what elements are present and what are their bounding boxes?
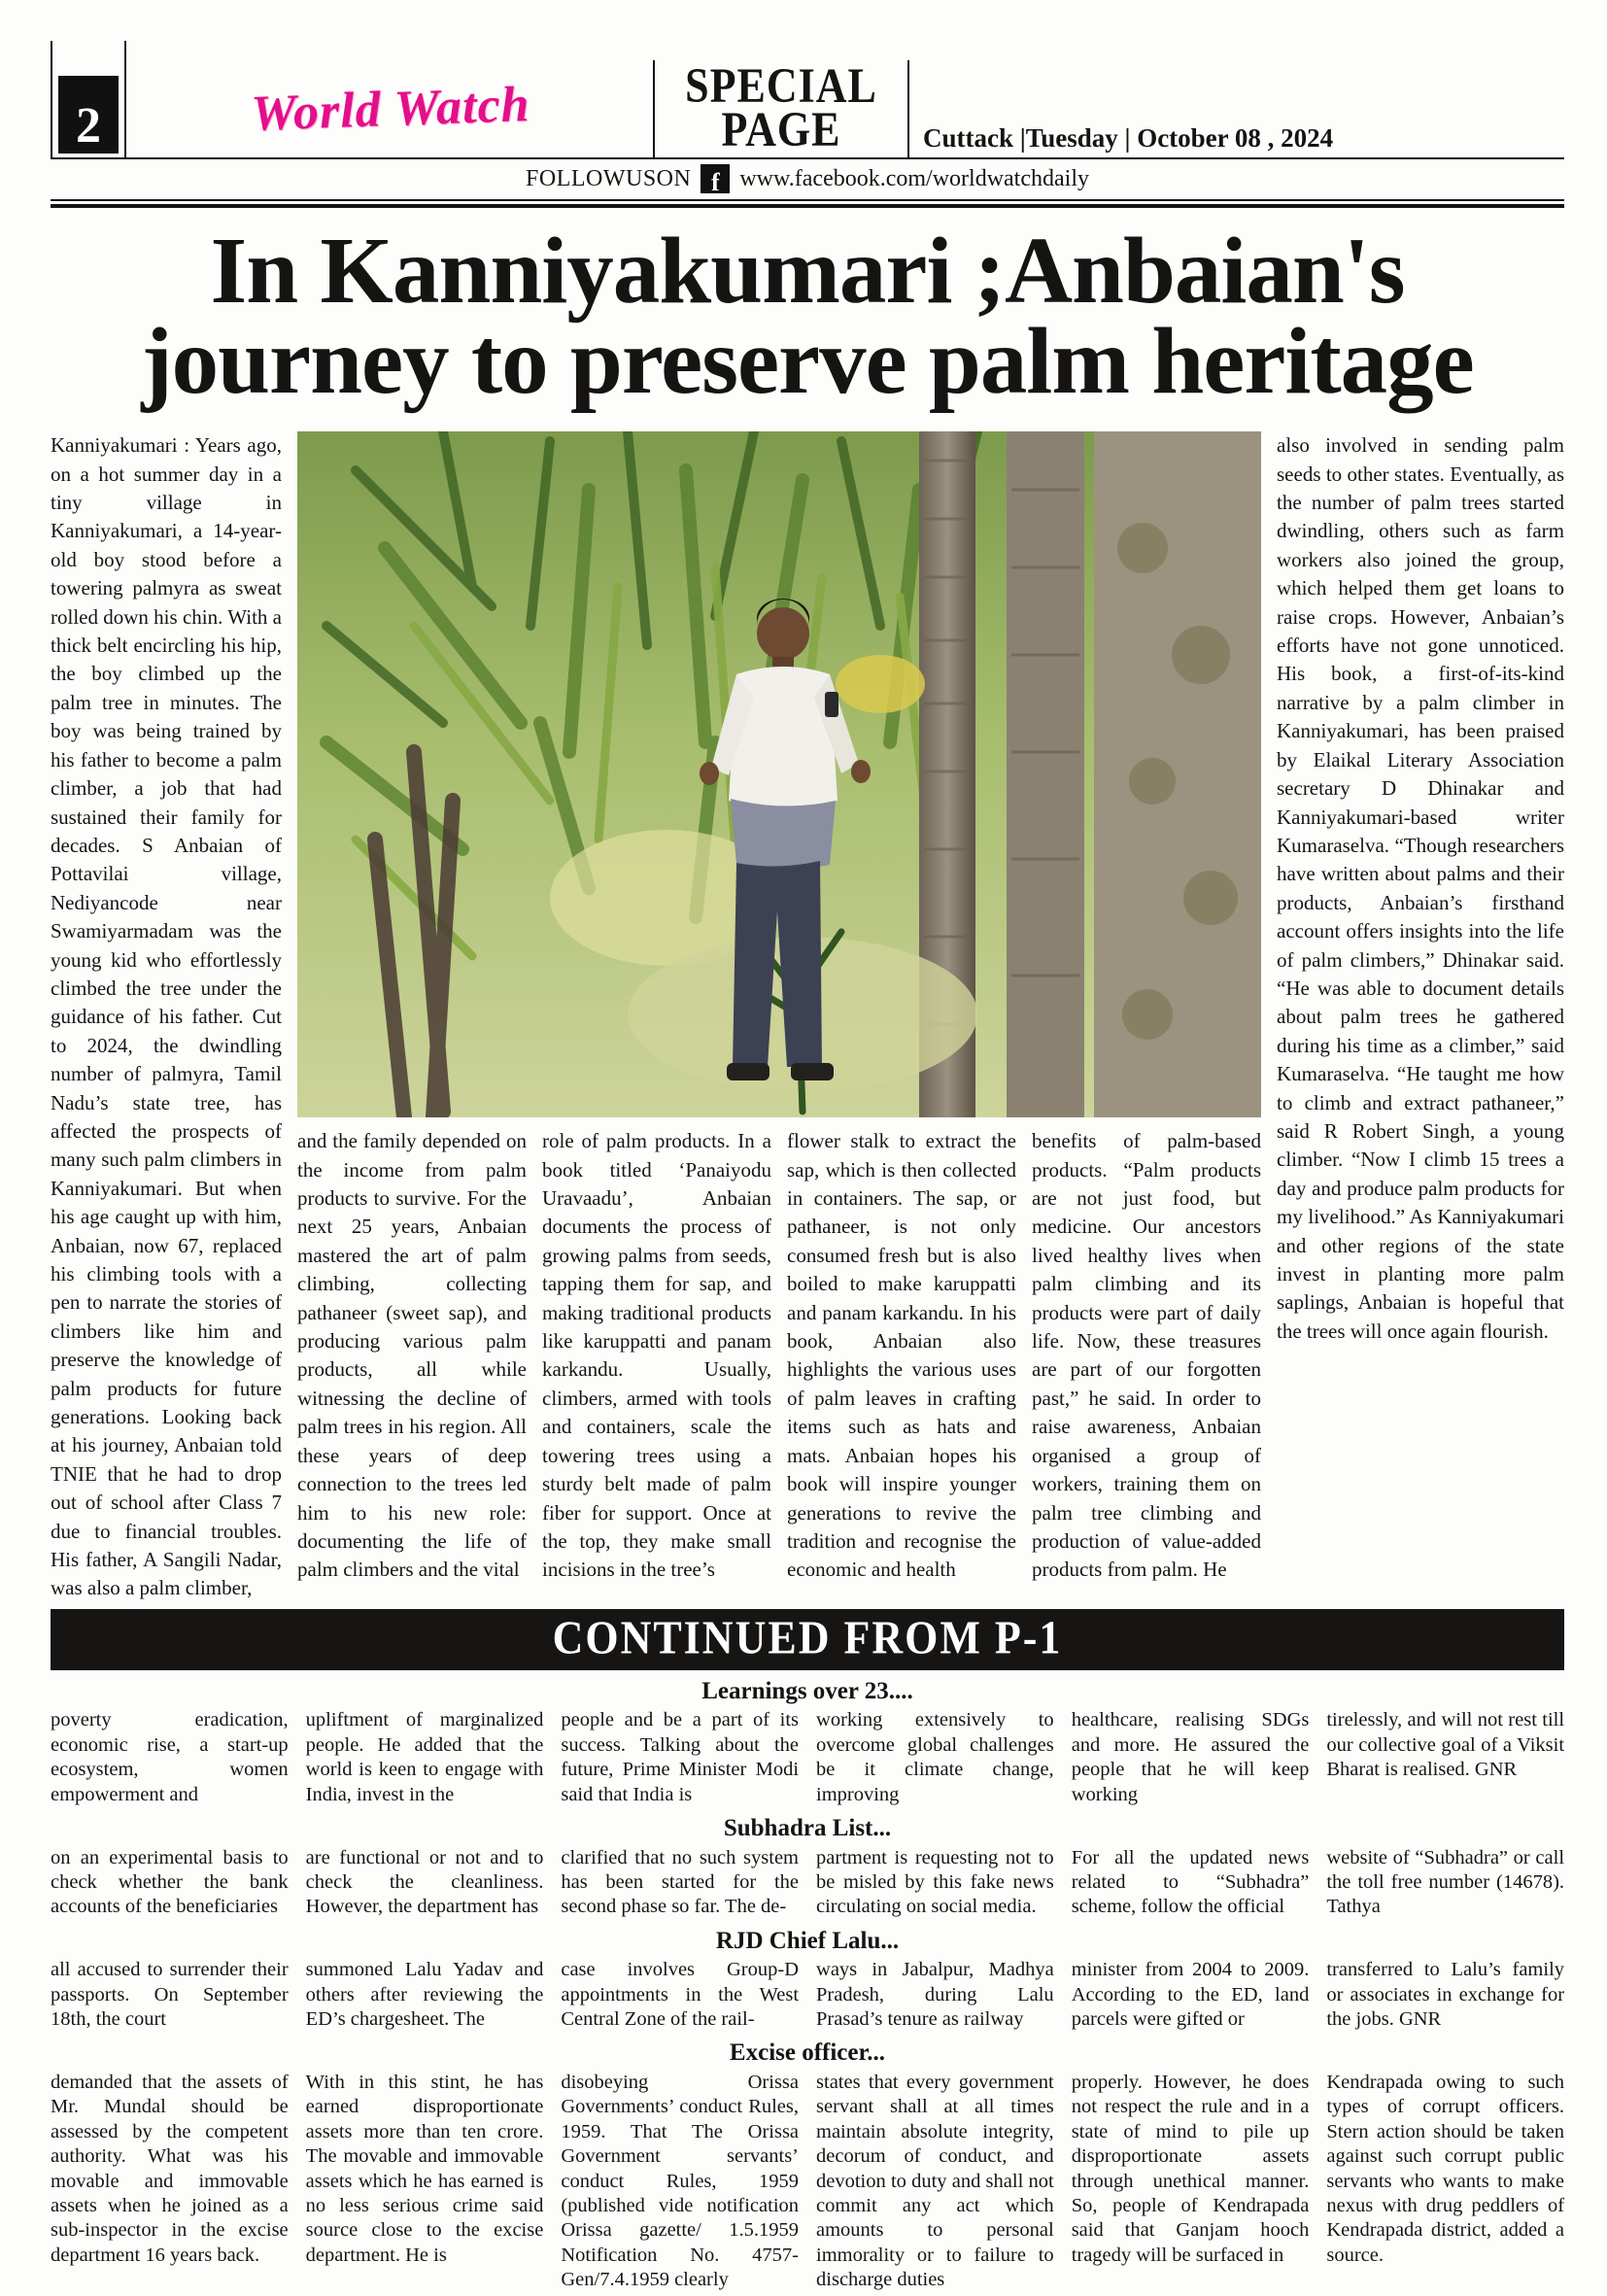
facebook-icon: f (701, 164, 730, 193)
rjd-col-4: ways in Jabalpur, Madhya Pradesh, during Lalu Prasad’s tenure as railway (816, 1959, 1054, 2031)
subhadra-col-4: partment is requesting not to be misled by this fake news circulating on social media. (816, 1846, 1054, 1918)
rjd-col-5: minister from 2004 to 2009. According to the ED, land parcels were gifted or (1071, 1959, 1310, 2031)
continued-from-bar (51, 1609, 1564, 1670)
headline-line2: journey to preserve palm heritage (141, 309, 1474, 414)
article-column-6: also involved in sending palm seeds to other states. Eventually, as the number of palm trees started dwindling, others such as farm workers also joined the group, which helped them get loans to raise crops. However, Anbaian’s efforts have not gone unnoticed. His book, a first-of-its-kind narrative by a palm climber in Kanniyakumari, has been praised by Elaikal Literary Association secretary D Dhinakar and Kanniyakumari-based writer Kumaraselva. “Though researchers have written about palms and their products, Anbaian’s firsthand account offers insights into the life of palm climbers,” Dhinakar said. “He was able to document details about palm trees he gathered during his time as a climber,” said Kumaraselva. “He taught me how to climb and extract pathaneer,” said R Robert Singh, a young climber. “Now I climb 15 trees a day and produce palm products for my livelihood.” As Kanniyakumari and other regions of the state invest in planting more palm saplings, Anbaian is hopeful that the trees will once again flourish. (1277, 433, 1564, 1343)
excise-col-3: disobeying Orissa Governments’ conduct Rules, 1959. That The Orissa Government servants’ conduct Rules, 1959 (published vide notification Orissa gazette/ 1.5.1959 Notification No. 4757-Gen/7.4.1959 clearly (561, 2071, 800, 2291)
masthead-left (51, 60, 653, 157)
excise-col-6: Kendrapada owing to such types of corrupt officers. Stern action should be taken against such corrupt public servants who wants to make nexus with drug peddlers of Kendrapada district, added a source. (1326, 2071, 1565, 2266)
section-banner (653, 60, 909, 157)
rjd-col-3: case involves Group-D appointments in the West Central Zone of the rail- (561, 1959, 800, 2031)
section-rjd-lalu (51, 1928, 1564, 2033)
article-column-2: and the family depended on the income from palm products to survive. For the next 25 years, Anbaian mastered the art of palm climbing, collecting pathaneer (sweet sap), and producing various palm products, all while witnessing the decline of palm trees in his region. All these years of deep connection to the trees led him to his new role: documenting the life of palm climbers and the vital (297, 1129, 527, 1582)
section-banner-line1: SPECIAL (685, 58, 877, 114)
masthead-row (51, 60, 1564, 159)
article-middle (297, 431, 1261, 1603)
masthead-double-rule (51, 199, 1564, 208)
article-column-3: role of palm products. In a book titled ‘Panaiyodu Uravaadu’, Anbaian documents the process of growing palms from seeds, tapping them for sap, and making traditional products like karuppatti and panam karkandu. Usually, climbers, armed with tools and containers, scale the towering trees using a sturdy belt made of palm fiber for support. Once at the top, they make small incisions in the tree’s (542, 1129, 771, 1582)
learnings-col-5: healthcare, realising SDGs and more. He assured the people that he will keep working (1071, 1709, 1310, 1805)
article-photo (297, 431, 1261, 1117)
page-number: 2 (58, 76, 119, 154)
rjd-col-2: summoned Lalu Yadav and others after reviewing the ED’s chargesheet. The (305, 1959, 544, 2031)
dateline: Cuttack |Tuesday | October 08 , 2024 (923, 123, 1334, 153)
article-column-4: flower stalk to extract the sap, which is then collected in containers. The sap, or pathaneer, is not only consumed fresh but is also boiled to make karuppatti and panam karkandu. In his book, Anbaian also highlights the various uses of palm leaves in crafting items such as hats and mats. Anbaian hopes his book will inspire younger generations to revive the tradition and recognise the economic and health (787, 1129, 1016, 1582)
section-rjd-heading: RJD Chief Lalu... (715, 1927, 900, 1954)
facebook-url: www.facebook.com/worldwatchdaily (739, 165, 1089, 191)
column-rule-left (51, 41, 52, 157)
subhadra-col-1: on an experimental basis to check whether the bank accounts of the beneficiaries (51, 1846, 289, 1918)
learnings-col-4: working extensively to overcome global challenges be it climate change, improving (816, 1709, 1054, 1805)
rjd-col-6: transferred to Lalu’s family or associates in exchange for the jobs. GNR (1326, 1959, 1565, 2031)
section-learnings-heading: Learnings over 23.... (701, 1677, 913, 1704)
excise-col-1: demanded that the assets of Mr. Mundal should be assessed by the competent authority. What was his movable and immovable assets when he joined as a sub-inspector in the excise department 16 years back. (51, 2071, 289, 2266)
section-excise-heading: Excise officer... (729, 2039, 886, 2067)
section-subhadra-heading: Subhadra List... (723, 1815, 892, 1841)
learnings-col-6: tirelessly, and will not rest till our collective goal of a Viksit Bharat is realised. GNR (1326, 1709, 1565, 1781)
main-headline (51, 208, 1564, 431)
learnings-col-3: people and be a part of its success. Talking about the future, Prime Minister Modi said that India is (561, 1709, 800, 1805)
learnings-col-1: poverty eradication, economic rise, a start-up ecosystem, women empowerment and (51, 1709, 289, 1805)
page-number-box-wrap (51, 60, 128, 157)
headline-line1: In Kanniyakumari ;Anbaian's (210, 219, 1405, 323)
main-article (51, 431, 1564, 1603)
excise-col-4: states that every government servant shall at all times maintain absolute integrity, decorum of conduct, and devotion to duty and shall not commit any act which amounts to personal immorality or to failure to discharge duties (816, 2071, 1054, 2291)
follow-row (51, 159, 1564, 199)
subhadra-col-2: are functional or not and to check the cleanliness. However, the department has (305, 1846, 544, 1918)
column-rule-right (124, 41, 126, 157)
article-column-1: Kanniyakumari : Years ago, on a hot summer day in a tiny village in Kanniyakumari, a 14-year-old boy stood before a towering palmyra as sweat rolled down his chin. With a thick belt encircling his hip, the boy climbed up the palm tree in minutes. The boy was being trained by his father to become a palm climber, a job that had sustained their family for decades. S Anbaian of Pottavilai village, Nediyancode near Swamiyarmadam was the young kid who effortlessly climbed the tree under the guidance of his father. Cut to 2024, the dwindling number of palmyra, Tamil Nadu’s state tree, has affected the prospects of many such palm climbers in Kanniyakumari. But when his age caught up with him, Anbaian, now 67, replaced his climbing tools with a pen to narrate the stories of climbers like him and preserve the knowledge of palm products for future generations. Looking back at his journey, Anbaian told TNIE that he had to drop out of school after Class 7 due to financial troubles. His father, A Sangili Nadar, was also a palm climber, (51, 433, 282, 1600)
learnings-col-2: upliftment of marginalized people. He added that the world is keen to engage with India, invest in the (305, 1709, 544, 1805)
excise-col-2: With in this stint, he has earned disproportionate assets more than ten crore. The movable and immovable assets which he has earned is no less serious crime said source close to the excise department. He is (305, 2071, 544, 2266)
section-subhadra (51, 1815, 1564, 1920)
masthead (51, 0, 1564, 208)
subhadra-col-6: website of “Subhadra” or call the toll free number (14678). Tathya (1326, 1846, 1565, 1918)
subhadra-col-3: clarified that no such system has been started for the second phase so far. The de- (561, 1846, 800, 1918)
section-excise-officer (51, 2039, 1564, 2296)
excise-col-5: properly. However, he does not respect the rule and in a state of mind to pile up disproportionate assets through unethical manner. So, people of Kendrapada said that Ganjam hooch tragedy will be surfaced in (1071, 2071, 1310, 2266)
section-banner-line2: PAGE (721, 102, 841, 157)
section-learnings (51, 1678, 1564, 1807)
article-middle-columns (297, 1127, 1261, 1585)
follow-label: FOLLOWUSON (526, 165, 692, 191)
subhadra-col-5: For all the updated news related to “Subhadra” scheme, follow the official (1071, 1846, 1310, 1918)
brand-logo: World Watch (250, 76, 531, 142)
continued-from-label: CONTINUED FROM P-1 (552, 1611, 1063, 1664)
rjd-col-1: all accused to surrender their passports. On September 18th, the court (51, 1959, 289, 2031)
article-column-5: benefits of palm-based products. “Palm products are not just food, but medicine. Our ancestors lived healthy lives when palm climbing and its products were part of daily life. Now, these treasures are part of our forgotten past,” he said. In order to raise awareness, Anbaian organised a group of workers, training them on palm tree climbing and production of value-added products from palm. He (1032, 1129, 1261, 1582)
